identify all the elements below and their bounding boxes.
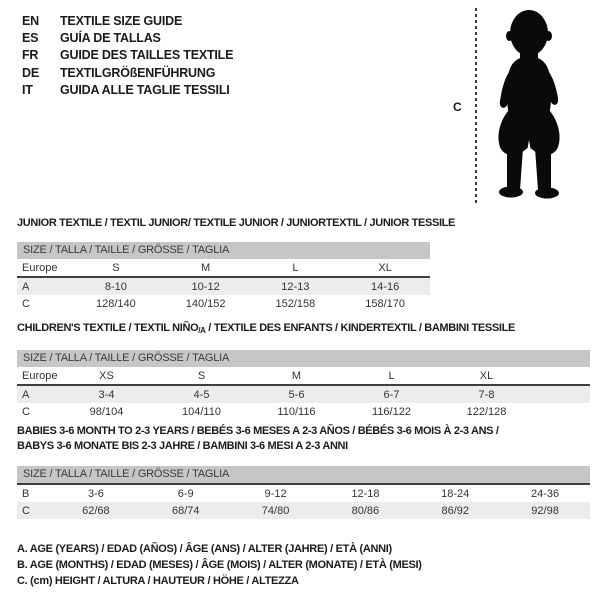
table-cell: 4-5 (154, 385, 249, 403)
table-cell: 86/92 (410, 502, 500, 519)
table-cell: L (344, 367, 439, 385)
table-cell: 98/104 (89, 405, 124, 418)
table-cell: 116/122 (372, 405, 411, 418)
language-title-block (22, 12, 233, 99)
legend-note-a: A. AGE (YEARS) / EDAD (AÑOS) / ÂGE (ANS) / ALTER (JAHRE) / ETÀ (ANNI) (17, 543, 392, 555)
language-code: ES (22, 31, 39, 46)
height-dashed-line (475, 8, 477, 206)
height-measure-label: C (453, 100, 462, 114)
language-row (22, 29, 233, 46)
language-title: TEXTILE SIZE GUIDE (60, 13, 183, 28)
table-row (17, 502, 590, 519)
table-cell: 62/68 (51, 502, 141, 519)
row-label: A (17, 277, 71, 295)
spacer-cell (534, 385, 590, 403)
table-cell: 140/152 (185, 297, 226, 310)
table-cell: M (161, 259, 251, 277)
table-cell: 68/74 (141, 502, 231, 519)
table-cell: 104/110 (182, 405, 221, 418)
table-cell: 18-24 (441, 487, 470, 500)
table-row (17, 485, 590, 502)
row-label: C (22, 297, 30, 310)
table-row (17, 385, 590, 403)
section-title-text: JUNIOR TEXTILE / TEXTIL JUNIOR/ TEXTILE JUNIOR / JUNIORTEXTIL / JUNIOR TESSILE (17, 217, 456, 229)
table-cell: 3-4 (59, 385, 154, 403)
language-title: GUIDE DES TAILLES TEXTILE (60, 48, 234, 63)
table-cell: XL (340, 259, 430, 277)
table-cell: 7-8 (439, 385, 534, 403)
baby-foot-right (535, 188, 559, 199)
baby-ear-right (545, 31, 552, 41)
babies-textile-section (17, 424, 590, 519)
table-row (17, 403, 590, 420)
spacer-cell (534, 403, 590, 420)
children-textile-section (17, 322, 590, 420)
table-row (17, 295, 430, 312)
spacer-cell (534, 367, 590, 385)
language-code: DE (22, 65, 39, 80)
table-cell: L (251, 259, 341, 277)
table-cell: 122/128 (466, 405, 507, 418)
junior-textile-section (17, 217, 455, 312)
legend-note-b: B. AGE (MONTHS) / EDAD (MESES) / ÂGE (MOIS) / ALTER (MONATE) / ETÀ (MESI) (17, 559, 422, 571)
section-title (17, 322, 590, 337)
row-label: B (22, 487, 30, 500)
language-row (22, 12, 233, 29)
row-label: Europe (17, 259, 71, 277)
baby-foot-left (499, 187, 523, 198)
table-cell: 9-12 (264, 487, 287, 500)
table-cell: 24-36 (531, 487, 560, 500)
section-title-text: CHILDREN'S TEXTILE / TEXTIL NIÑO (17, 322, 199, 334)
size-header-bar: SIZE / TALLA / TAILLE / GRÖSSE / TAGLIA (17, 242, 430, 259)
table-row (17, 367, 590, 385)
table-cell: 110/116 (277, 405, 316, 418)
language-code: IT (22, 83, 33, 98)
table-cell: S (154, 367, 249, 385)
table-cell: 80/86 (320, 502, 410, 519)
section-title-line2: BABYS 3-6 MONATE BIS 2-3 JAHRE / BAMBINI 3-6 MESI A 2-3 ANNI (17, 440, 348, 452)
baby-silhouette-icon (487, 6, 569, 204)
table-cell: 158/170 (365, 297, 405, 310)
table-cell: 8-10 (71, 277, 161, 295)
language-title: GUIDA ALLE TAGLIE TESSILI (60, 83, 230, 98)
table-cell: M (249, 367, 344, 385)
baby-leg-right (535, 144, 551, 190)
language-row (22, 82, 233, 99)
table-cell: 74/80 (231, 502, 321, 519)
table-cell: 3-6 (87, 487, 104, 500)
section-title-text: / TEXTILE DES ENFANTS / KINDERTEXTIL / BAMBINI TESSILE (205, 322, 515, 334)
row-label: Europe (17, 367, 59, 385)
table-row (17, 277, 430, 295)
table-cell: 14-16 (340, 277, 430, 295)
row-label: A (17, 385, 59, 403)
size-header-bar: SIZE / TALLA / TAILLE / GRÖSSE / TAGLIA (17, 466, 590, 485)
section-title (17, 424, 590, 439)
table-cell: 12-13 (251, 277, 341, 295)
baby-ear-left (506, 31, 513, 41)
table-cell: 12-18 (351, 487, 380, 500)
row-label: C (22, 405, 30, 418)
table-cell: 6-7 (344, 385, 439, 403)
size-header-bar: SIZE / TALLA / TAILLE / GRÖSSE / TAGLIA (17, 350, 590, 367)
language-row (22, 47, 233, 64)
table-cell: 5-6 (249, 385, 344, 403)
legend-note-c: C. (cm) HEIGHT / ALTURA / HAUTEUR / HÖHE / ALTEZZA (17, 575, 299, 587)
legend-notes (17, 541, 422, 589)
children-size-table (17, 367, 590, 420)
section-title-text: BABIES 3-6 MONTH TO 2-3 YEARS / BEBÉS 3-6 MESES A 2-3 AÑOS / BÉBÉS 3-6 MOIS À 2-3 ANS / (17, 425, 499, 437)
language-row (22, 64, 233, 81)
table-cell: 10-12 (161, 277, 251, 295)
table-cell: 6-9 (177, 487, 194, 500)
table-cell: XS (59, 367, 154, 385)
table-cell: 128/140 (95, 297, 136, 310)
junior-size-table (17, 259, 430, 312)
table-cell: 152/158 (275, 297, 316, 310)
row-label: C (17, 502, 51, 519)
language-code: FR (22, 48, 39, 63)
baby-leg-left (507, 144, 523, 190)
language-code: EN (22, 13, 39, 28)
language-title: TEXTILGRÖßENFÜHRUNG (60, 65, 216, 80)
language-title: GUÍA DE TALLAS (60, 31, 161, 46)
section-title (17, 217, 455, 232)
babies-size-table (17, 485, 590, 519)
table-row (17, 259, 430, 277)
section-title-subscript: /A (198, 326, 206, 335)
table-cell: 92/98 (500, 502, 590, 519)
table-cell: XL (439, 367, 534, 385)
table-cell: S (71, 259, 161, 277)
